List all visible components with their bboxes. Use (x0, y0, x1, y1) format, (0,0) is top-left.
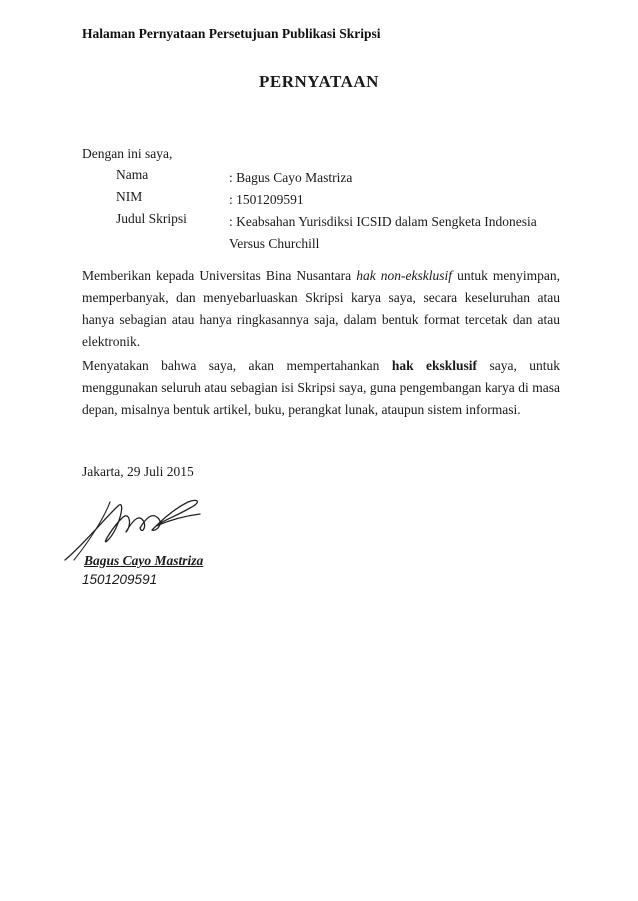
field-label: Nama (116, 167, 149, 182)
paragraph-rights-retained (82, 355, 560, 421)
emphasis-term: hak eksklusif (391, 358, 478, 373)
field-value: : Bagus Cayo Mastriza (229, 170, 353, 185)
page-header: Halaman Pernyataan Persetujuan Publikasi Skripsi (82, 26, 381, 41)
paragraph-text: untuk menyimpan, memperbanyak, dan menyebarluaskan Skripsi karya saya, secara keseluruhan atau hanya sebagian atau hanya ringkasannya saja, dalam bentuk format tercetak dan atau elektronik. (82, 268, 560, 349)
field-label: Judul Skripsi (116, 211, 187, 226)
place-date: Jakarta, 29 Juli 2015 (82, 464, 194, 479)
signer-nim: 1501209591 (82, 572, 158, 587)
emphasis-term: hak non-eksklusif (356, 268, 453, 283)
paragraph-text: Memberikan kepada Universitas Bina Nusantara (82, 268, 357, 283)
signer-name: Bagus Cayo Mastriza (84, 553, 204, 568)
paragraph-rights-granted (82, 265, 560, 353)
field-label: NIM (116, 189, 143, 204)
paragraph-text: Menyatakan bahwa saya, akan mempertahankan (82, 358, 392, 373)
field-value: : 1501209591 (229, 192, 304, 207)
document-title: PERNYATAAN (259, 72, 379, 91)
paragraph-text: saya, untuk menggunakan seluruh atau sebagian isi Skripsi saya, guna pengembangan karya di masa depan, misalnya bentuk artikel, buku, perangkat lunak, ataupun sistem informasi. (82, 358, 560, 417)
field-value: : Keabsahan Yurisdiksi ICSID dalam Sengketa Indonesia Versus Churchill (229, 214, 537, 251)
intro-text: Dengan ini saya, (82, 146, 173, 161)
